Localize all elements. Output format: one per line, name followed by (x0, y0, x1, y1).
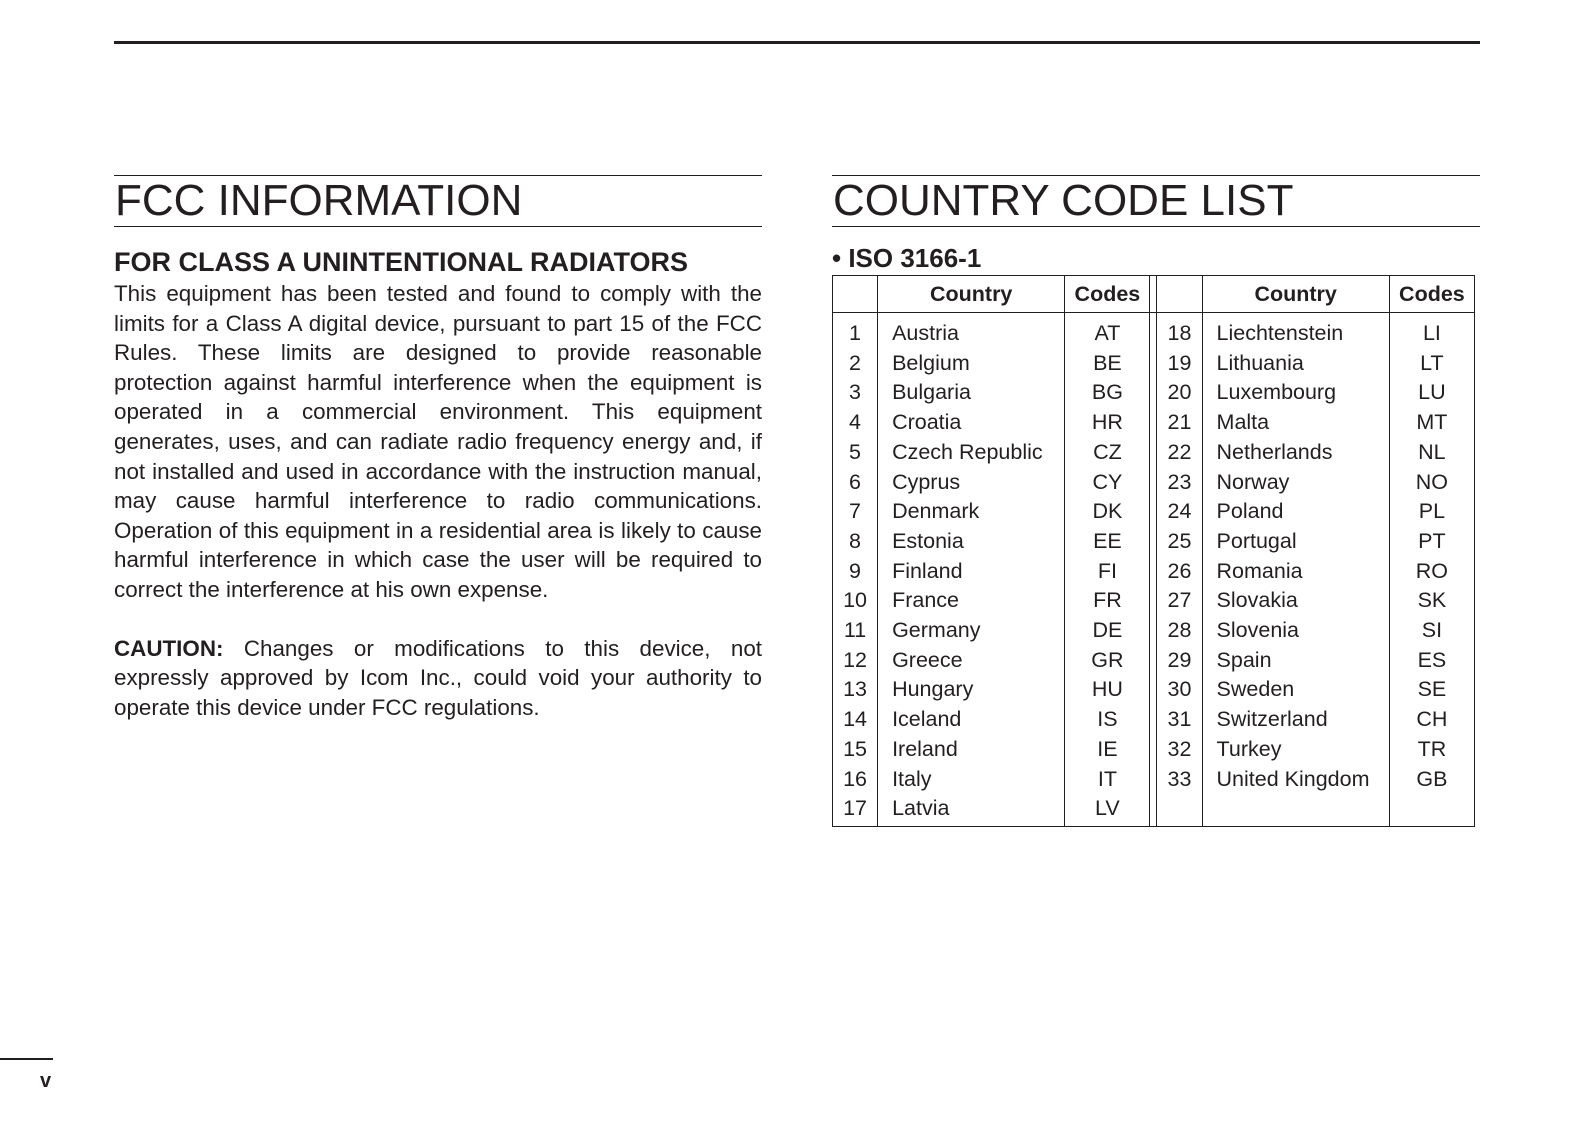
row-number: 16 (833, 765, 878, 795)
country-name: Greece (878, 646, 1065, 676)
row-number: 12 (833, 646, 878, 676)
header-country: Country (878, 276, 1065, 313)
header-number (1157, 276, 1202, 313)
country-name: United Kingdom (1202, 765, 1389, 795)
column-gap (1150, 557, 1157, 587)
row-number: 2 (833, 349, 878, 379)
country-code: ES (1389, 646, 1474, 676)
country-code: IS (1065, 705, 1150, 735)
table-row (833, 675, 1475, 705)
country-code: PT (1389, 527, 1474, 557)
row-number: 24 (1157, 497, 1202, 527)
country-name: Latvia (878, 794, 1065, 826)
row-number: 14 (833, 705, 878, 735)
column-gap (1150, 408, 1157, 438)
country-code: MT (1389, 408, 1474, 438)
country-name: Finland (878, 557, 1065, 587)
country-name: Ireland (878, 735, 1065, 765)
country-name: Belgium (878, 349, 1065, 379)
table-row (833, 408, 1475, 438)
country-code: BE (1065, 349, 1150, 379)
caution-label: CAUTION: (114, 635, 224, 661)
row-number: 17 (833, 794, 878, 826)
row-number: 22 (1157, 438, 1202, 468)
header-codes: Codes (1389, 276, 1474, 313)
table-row (833, 646, 1475, 676)
table-header-row (833, 276, 1475, 313)
row-number: 13 (833, 675, 878, 705)
country-name: Norway (1202, 468, 1389, 498)
row-number: 29 (1157, 646, 1202, 676)
country-name: Estonia (878, 527, 1065, 557)
caution-paragraph (114, 634, 762, 723)
country-code: RO (1389, 557, 1474, 587)
row-number: 8 (833, 527, 878, 557)
country-code: CY (1065, 468, 1150, 498)
country-name: Croatia (878, 408, 1065, 438)
fcc-body: This equipment has been tested and found to comply with the limits for a Class A digital device, pursuant to part 15 of the FCC Rules. These limits are designed to provide reasonable protection against harmful interference when the equipment is operated in a commercial environment. This equipment generates, uses, and can radiate radio frequency energy and, if not installed and used in accordance with the instruction manual, may cause harmful interference to radio communications. Operation of this equipment in a residential area is likely to cause harmful interference in which case the user will be required to correct the interference at his own expense. (114, 281, 762, 602)
row-number: 32 (1157, 735, 1202, 765)
header-codes: Codes (1065, 276, 1150, 313)
row-number: 7 (833, 497, 878, 527)
column-gap (1150, 735, 1157, 765)
row-number: 28 (1157, 616, 1202, 646)
row-number: 18 (1157, 313, 1202, 349)
empty-cell (1157, 794, 1202, 826)
table-row (833, 616, 1475, 646)
country-name: Slovakia (1202, 586, 1389, 616)
country-code: GB (1389, 765, 1474, 795)
country-code: EE (1065, 527, 1150, 557)
table-row (833, 705, 1475, 735)
country-name: Cyprus (878, 468, 1065, 498)
country-code: HR (1065, 408, 1150, 438)
row-number: 9 (833, 557, 878, 587)
country-code-title: COUNTRY CODE LIST (832, 175, 1480, 227)
table-row (833, 468, 1475, 498)
country-name: Slovenia (1202, 616, 1389, 646)
country-name: Luxembourg (1202, 378, 1389, 408)
table-row (833, 438, 1475, 468)
row-number: 23 (1157, 468, 1202, 498)
fcc-subtitle: FOR CLASS A UNINTENTIONAL RADIATORS (114, 247, 689, 277)
country-code: LU (1389, 378, 1474, 408)
row-number: 5 (833, 438, 878, 468)
table-row (833, 313, 1475, 349)
table-row (833, 735, 1475, 765)
table-row (833, 497, 1475, 527)
country-name: France (878, 586, 1065, 616)
column-gap (1150, 438, 1157, 468)
column-gap (1150, 616, 1157, 646)
country-name: Portugal (1202, 527, 1389, 557)
country-code-table (832, 275, 1475, 827)
row-number: 27 (1157, 586, 1202, 616)
country-code: CZ (1065, 438, 1150, 468)
table-row (833, 349, 1475, 379)
top-rule (114, 41, 1480, 44)
row-number: 15 (833, 735, 878, 765)
country-code-section (832, 175, 1480, 827)
country-code: LT (1389, 349, 1474, 379)
country-code: IT (1065, 765, 1150, 795)
row-number: 31 (1157, 705, 1202, 735)
row-number: 19 (1157, 349, 1202, 379)
country-code: FR (1065, 586, 1150, 616)
column-gap (1150, 313, 1157, 349)
row-number: 33 (1157, 765, 1202, 795)
table-row (833, 557, 1475, 587)
country-name: Hungary (878, 675, 1065, 705)
column-gap (1150, 765, 1157, 795)
table-row (833, 586, 1475, 616)
header-number (833, 276, 878, 313)
table-row (833, 794, 1475, 826)
empty-cell (1202, 794, 1389, 826)
country-code: AT (1065, 313, 1150, 349)
caution-text: Changes or modifications to this device, not expressly approved by Icom Inc., could void your authority to operate this device under FCC regulations. (114, 635, 762, 720)
country-code: BG (1065, 378, 1150, 408)
country-code: IE (1065, 735, 1150, 765)
country-name: Lithuania (1202, 349, 1389, 379)
column-gap (1150, 497, 1157, 527)
country-code: SE (1389, 675, 1474, 705)
country-code: GR (1065, 646, 1150, 676)
column-gap (1150, 794, 1157, 826)
table-row (833, 378, 1475, 408)
iso-standard-heading: • ISO 3166-1 (832, 243, 982, 273)
fcc-title: FCC INFORMATION (114, 175, 762, 227)
country-code: TR (1389, 735, 1474, 765)
country-name: Liechtenstein (1202, 313, 1389, 349)
column-gap (1150, 675, 1157, 705)
country-code: PL (1389, 497, 1474, 527)
header-country: Country (1202, 276, 1389, 313)
row-number: 20 (1157, 378, 1202, 408)
column-gap (1150, 349, 1157, 379)
row-number: 1 (833, 313, 878, 349)
row-number: 6 (833, 468, 878, 498)
row-number: 26 (1157, 557, 1202, 587)
column-gap (1150, 586, 1157, 616)
country-code: FI (1065, 557, 1150, 587)
column-gap (1150, 705, 1157, 735)
row-number: 11 (833, 616, 878, 646)
country-code: DE (1065, 616, 1150, 646)
row-number: 4 (833, 408, 878, 438)
page-number: v (40, 1070, 52, 1092)
row-number: 21 (1157, 408, 1202, 438)
row-number: 30 (1157, 675, 1202, 705)
country-code: LI (1389, 313, 1474, 349)
country-code: SI (1389, 616, 1474, 646)
country-code: CH (1389, 705, 1474, 735)
fcc-information-section (114, 175, 762, 722)
row-number: 3 (833, 378, 878, 408)
country-name: Turkey (1202, 735, 1389, 765)
country-code: DK (1065, 497, 1150, 527)
country-name: Bulgaria (878, 378, 1065, 408)
column-gap (1150, 527, 1157, 557)
page-number-rule (0, 1058, 53, 1060)
country-name: Czech Republic (878, 438, 1065, 468)
country-code: SK (1389, 586, 1474, 616)
table-row (833, 527, 1475, 557)
country-name: Netherlands (1202, 438, 1389, 468)
country-code: NL (1389, 438, 1474, 468)
row-number: 10 (833, 586, 878, 616)
row-number: 25 (1157, 527, 1202, 557)
country-name: Switzerland (1202, 705, 1389, 735)
country-name: Italy (878, 765, 1065, 795)
empty-cell (1389, 794, 1474, 826)
country-name: Sweden (1202, 675, 1389, 705)
country-code: NO (1389, 468, 1474, 498)
country-name: Denmark (878, 497, 1065, 527)
country-name: Iceland (878, 705, 1065, 735)
column-gap (1150, 468, 1157, 498)
column-gap (1150, 646, 1157, 676)
table-row (833, 765, 1475, 795)
country-name: Romania (1202, 557, 1389, 587)
country-name: Spain (1202, 646, 1389, 676)
column-gap (1150, 378, 1157, 408)
country-name: Malta (1202, 408, 1389, 438)
country-name: Austria (878, 313, 1065, 349)
country-name: Germany (878, 616, 1065, 646)
column-gap (1150, 276, 1157, 313)
country-code-rows (833, 313, 1475, 827)
country-code: HU (1065, 675, 1150, 705)
country-name: Poland (1202, 497, 1389, 527)
country-code: LV (1065, 794, 1150, 826)
